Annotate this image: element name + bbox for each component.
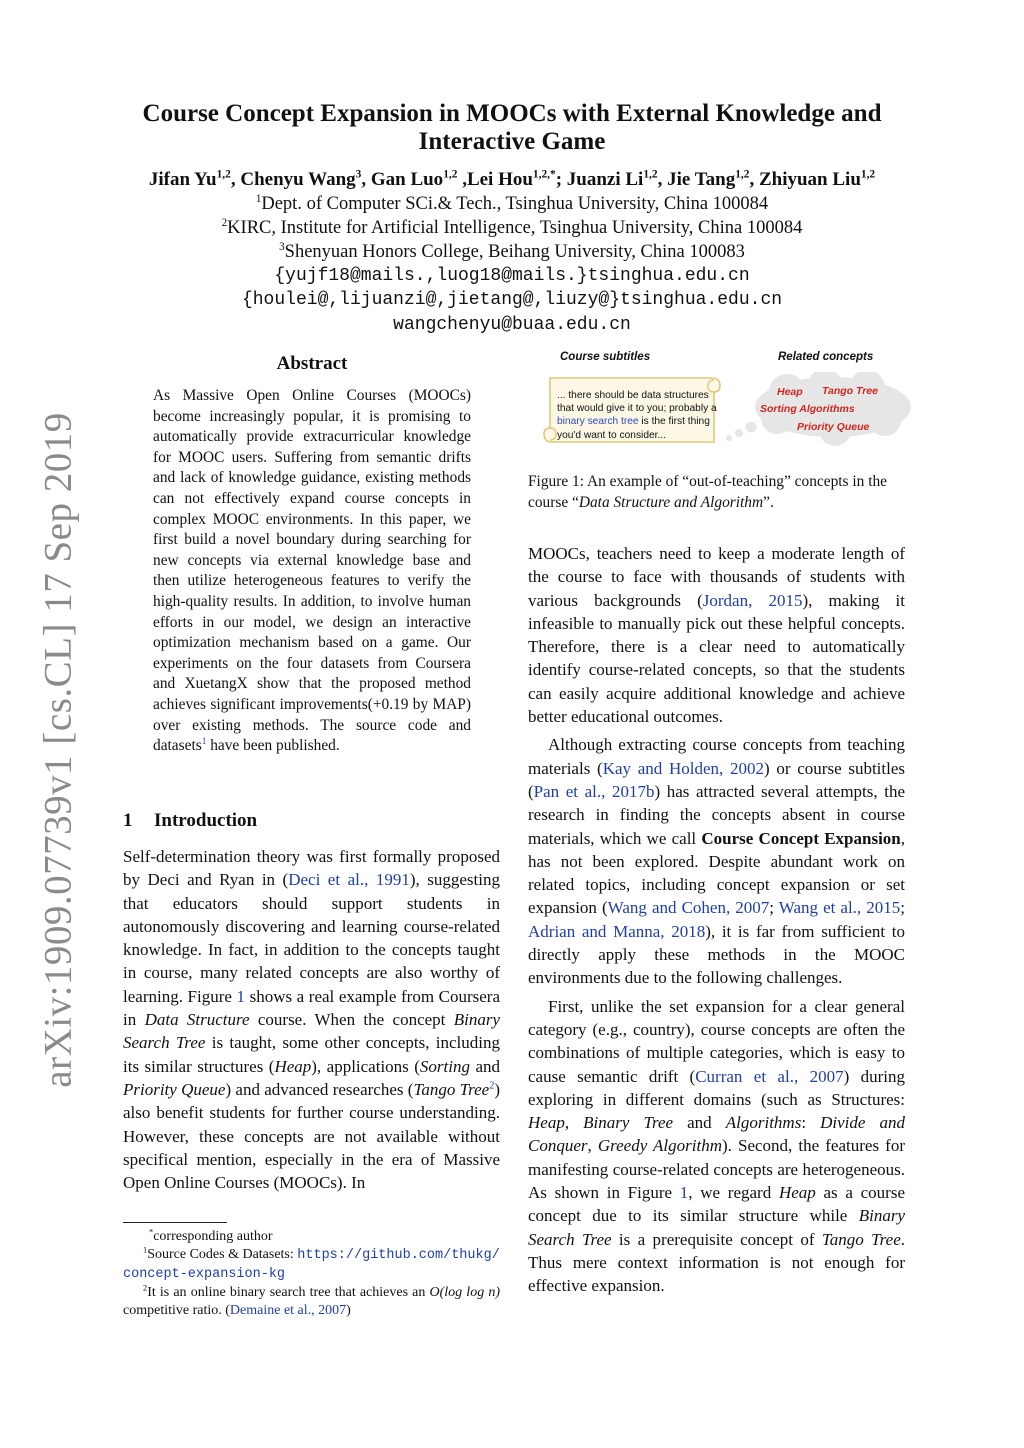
affiliation: [100, 242, 924, 263]
title-line-2: Interactive Game: [418, 128, 606, 155]
text-run: as a course concept due to its similar structure while: [528, 1183, 905, 1226]
text-run: ). Second, the features for manifesting course-related concepts are heterogeneous. As shown in Figure: [528, 1136, 905, 1203]
author: Chenyu Wang: [240, 169, 356, 190]
citation-link[interactable]: Wang et al., 2015: [778, 898, 901, 918]
footnote-text: It is an online binary search tree that achieves an: [147, 1285, 430, 1300]
email-line: {houlei@,lijuanzi@,jietang@,liuzy@}tsinghua.edu.cn: [241, 290, 783, 310]
affil-mark: 3: [279, 240, 285, 253]
author-affil: 1,2: [735, 168, 750, 181]
text-run: ), suggesting that educators should support students in autonomously discovering and learning course-related knowledge. In fact, in addition to the concepts taught in course, many related concepts are also worthy of learning. Figure: [123, 870, 500, 1006]
author-sep: ;: [555, 169, 567, 190]
author-sep: ,: [657, 169, 668, 190]
footnote-mark: 1: [143, 1245, 148, 1255]
text-run: ,: [564, 1113, 584, 1133]
affil-mark: 1: [255, 192, 262, 205]
highlighted-concept: binary search tree: [557, 416, 639, 428]
subtitle-text: ... there should be data structures that would give it to you; probably a: [557, 390, 717, 415]
author-affil: 1,2: [643, 168, 658, 181]
text-run: ) and advanced researches (: [225, 1079, 414, 1099]
citation-link[interactable]: Jordan, 2015: [702, 590, 803, 610]
text-run: ,: [587, 1136, 598, 1156]
italic-term: Heap: [778, 1183, 816, 1203]
author-affil: 1,2: [216, 168, 231, 181]
figure-label-related: Related concepts: [778, 351, 874, 363]
email-line: {yujf18@mails.,luog18@mails.}tsinghua.edu.cn: [274, 266, 750, 286]
text-run: is taught, some other concepts, including its similar structures (: [123, 1033, 500, 1076]
affiliation: [100, 194, 924, 215]
italic-term: Heap: [528, 1113, 565, 1133]
text-run: ) also benefit students for further course understanding. However, these concepts are not available without specifical mention, especially in the era of Massive Open Online Courses (MOOCs). In: [123, 1079, 500, 1193]
section-number: 1: [123, 810, 133, 831]
figure-link[interactable]: 1: [679, 1183, 689, 1203]
paper-title: [100, 100, 924, 156]
paragraph: [528, 733, 905, 989]
author-affil: 3: [355, 168, 362, 181]
author: Jie Tang: [667, 169, 736, 190]
italic-term: Greedy Algorithm: [597, 1136, 722, 1156]
author: Lei Hou: [466, 169, 533, 190]
paragraph: [123, 845, 500, 1194]
footnote: *corresponding author: [149, 1227, 273, 1244]
citation-link[interactable]: Wang and Cohen, 2007: [607, 898, 770, 918]
text-run: , we regard: [688, 1183, 779, 1203]
affil-text: Shenyuan Honors College, Beihang University, China 100083: [284, 242, 745, 262]
section-heading: [123, 810, 257, 832]
caption-text: ”.: [763, 493, 774, 511]
footnotes: [123, 1228, 500, 1320]
italic-term: Priority Queue: [123, 1079, 226, 1099]
text-run: ), making it infeasible to manually pick out these helpful concepts. Therefore, there is a clear need to automatically identify course-related concepts, so that the students can easily acquire additional knowledge and achieve better educational outcomes.: [528, 590, 905, 727]
italic-term: Divide and Conquer: [528, 1113, 905, 1156]
author-list: [60, 169, 964, 191]
footnote: [123, 1246, 500, 1284]
figure-label-subtitles: Course subtitles: [560, 351, 651, 363]
text-run: ) during exploring in different domains (such as Structures:: [528, 1066, 905, 1109]
text-run: ;: [900, 898, 905, 918]
text-run: shows a real example from Coursera in: [123, 986, 500, 1030]
caption-italic: Data Structure and Algorithm: [578, 493, 764, 511]
caption-text: Figure 1: An example of “out-of-teaching” concepts in the course “: [528, 473, 887, 511]
abstract-heading: Abstract: [276, 353, 348, 374]
left-column-text: [123, 845, 500, 1194]
text-run: :: [801, 1113, 821, 1133]
citation-link[interactable]: Adrian and Manna, 2018: [528, 921, 706, 941]
italic-term: Binary Tree: [583, 1113, 674, 1133]
author-sep: ,: [361, 169, 371, 190]
author-sep: ,: [749, 169, 759, 190]
citation-link[interactable]: Pan et al., 2017b: [533, 781, 655, 801]
footnote: [123, 1284, 500, 1320]
abstract-text: have been published.: [206, 737, 340, 755]
footnote-ref[interactable]: 1: [201, 735, 207, 746]
author-sep: ,: [457, 169, 467, 190]
italic-term: Sorting: [419, 1056, 470, 1076]
footnote-text: competitive ratio. (: [123, 1303, 230, 1318]
citation-link[interactable]: Curran et al., 2007: [695, 1066, 844, 1086]
author: Juanzi Li: [566, 169, 644, 190]
text-run: Although extracting course concepts from teaching materials (: [528, 735, 905, 778]
text-run: . Thus mere context information is not enough for effective expansion.: [528, 1229, 905, 1296]
bold-term: Course Concept Expansion: [701, 828, 901, 848]
text-run: course. When the concept: [249, 1010, 454, 1030]
citation-link[interactable]: Deci et al., 1991: [288, 870, 410, 890]
footnote-text: corresponding author: [153, 1229, 273, 1244]
text-run: First, unlike the set expansion for a clear general category (e.g., country), course concepts are often the combinations of multiple categories, which is easy to cause semantic drift (: [528, 996, 905, 1086]
citation-link[interactable]: Demaine et al., 2007: [229, 1303, 347, 1318]
author-sep: ,: [230, 169, 241, 190]
footnote-ref[interactable]: 2: [489, 1080, 495, 1092]
italic-term: Algorithms: [725, 1113, 802, 1133]
math-expression: O(log log n): [429, 1285, 500, 1300]
subtitle-text: is the first thing you'd want to consider...: [557, 416, 710, 441]
concept-heap: Heap: [777, 386, 803, 398]
author: Gan Luo: [370, 169, 444, 190]
author: Jifan Yu: [148, 169, 217, 190]
text-run: ) has attracted several attempts, the research in finding the concepts absent in course materials, which we call: [528, 781, 905, 848]
text-run: and: [469, 1056, 500, 1076]
affiliation: [100, 218, 924, 239]
paragraph: [528, 542, 905, 728]
italic-term: Tango Tree: [413, 1079, 490, 1099]
paragraph: [528, 995, 905, 1298]
subtitle-excerpt: [557, 389, 719, 442]
section-title: Introduction: [154, 810, 258, 831]
affil-text: Dept. of Computer SCi.& Tech., Tsinghua University, China 100084: [261, 194, 769, 214]
italic-term: Heap: [274, 1056, 312, 1076]
text-run: , has not been explored. Despite abundant work on related topics, including concept expansion or set expansion (: [528, 828, 905, 918]
text-run: ) or course subtitles (: [528, 758, 906, 801]
text-run: ), it is far from sufficient to directly apply these methods in the MOOC environments due to the following challenges.: [528, 921, 905, 988]
concept-sorting-algorithms: Sorting Algorithms: [760, 403, 855, 415]
italic-term: Binary Search Tree: [123, 1010, 500, 1053]
author-affil: 1,2: [860, 168, 876, 181]
footnote-text: Source Codes & Datasets:: [147, 1247, 298, 1262]
footnote-mark: 2: [143, 1283, 148, 1293]
text-run: and: [673, 1113, 726, 1133]
footnote-text: ): [346, 1303, 351, 1318]
footnote-rule: [123, 1222, 227, 1223]
right-column-text: [528, 542, 905, 1298]
italic-term: Tango Tree: [821, 1229, 901, 1249]
concept-tango-tree: Tango Tree: [822, 385, 879, 397]
text-run: is a prerequisite concept of: [611, 1229, 822, 1249]
italic-term: Binary Search Tree: [528, 1206, 905, 1249]
concept-priority-queue: Priority Queue: [797, 421, 870, 433]
citation-link[interactable]: Kay and Holden, 2002: [602, 758, 764, 778]
italic-term: Data Structure: [144, 1010, 250, 1030]
title-line-1: Course Concept Expansion in MOOCs with External Knowledge and: [142, 100, 882, 127]
abstract-text: As Massive Open Online Courses (MOOCs) become increasingly popular, it is promising to automatically provide extracurricular knowledge for MOOC users. Suffering from semantic drifts and lack of knowledge guidance, existing methods can not effectively expand course concepts in complex MOOC environments. In this paper, we first build a novel boundary during searching for new concepts via external knowledge base and then utilize heterogeneous features to verify the high-quality results. In addition, to involve human efforts in our model, we design an interactive optimization mechanism based on a game. Our experiments on the four datasets from Coursera and XuetangX show that the proposed method achieves significant improvements(+0.19 by MAP) over existing methods. The source code and datasets: [153, 387, 471, 755]
text-run: Self-determination theory was first formally proposed by Deci and Ryan in (: [123, 847, 500, 890]
email-line: wangchenyu@buaa.edu.cn: [393, 315, 631, 335]
author-affil: 1,2: [443, 168, 458, 181]
arxiv-stamp: arXiv:1909.07739v1 [cs.CL] 17 Sep 2019: [36, 412, 80, 1088]
repo-link[interactable]: https://github.com/thukg/concept-expansion-kg: [123, 1248, 500, 1282]
affil-mark: 2: [221, 216, 228, 229]
author-affil: 1,2,*: [532, 168, 556, 181]
figure-link[interactable]: 1: [236, 986, 245, 1006]
abstract-body: [153, 386, 471, 757]
text-run: ;: [769, 898, 779, 918]
author: Zhiyuan Liu: [758, 169, 861, 190]
text-run: MOOCs, teachers need to keep a moderate length of the course to face with thousands of students with various backgrounds (: [528, 544, 905, 610]
text-run: ), applications (: [311, 1056, 420, 1076]
figure-caption: [528, 472, 905, 513]
affil-text: KIRC, Institute for Artificial Intelligence, Tsinghua University, China 100084: [227, 218, 803, 238]
